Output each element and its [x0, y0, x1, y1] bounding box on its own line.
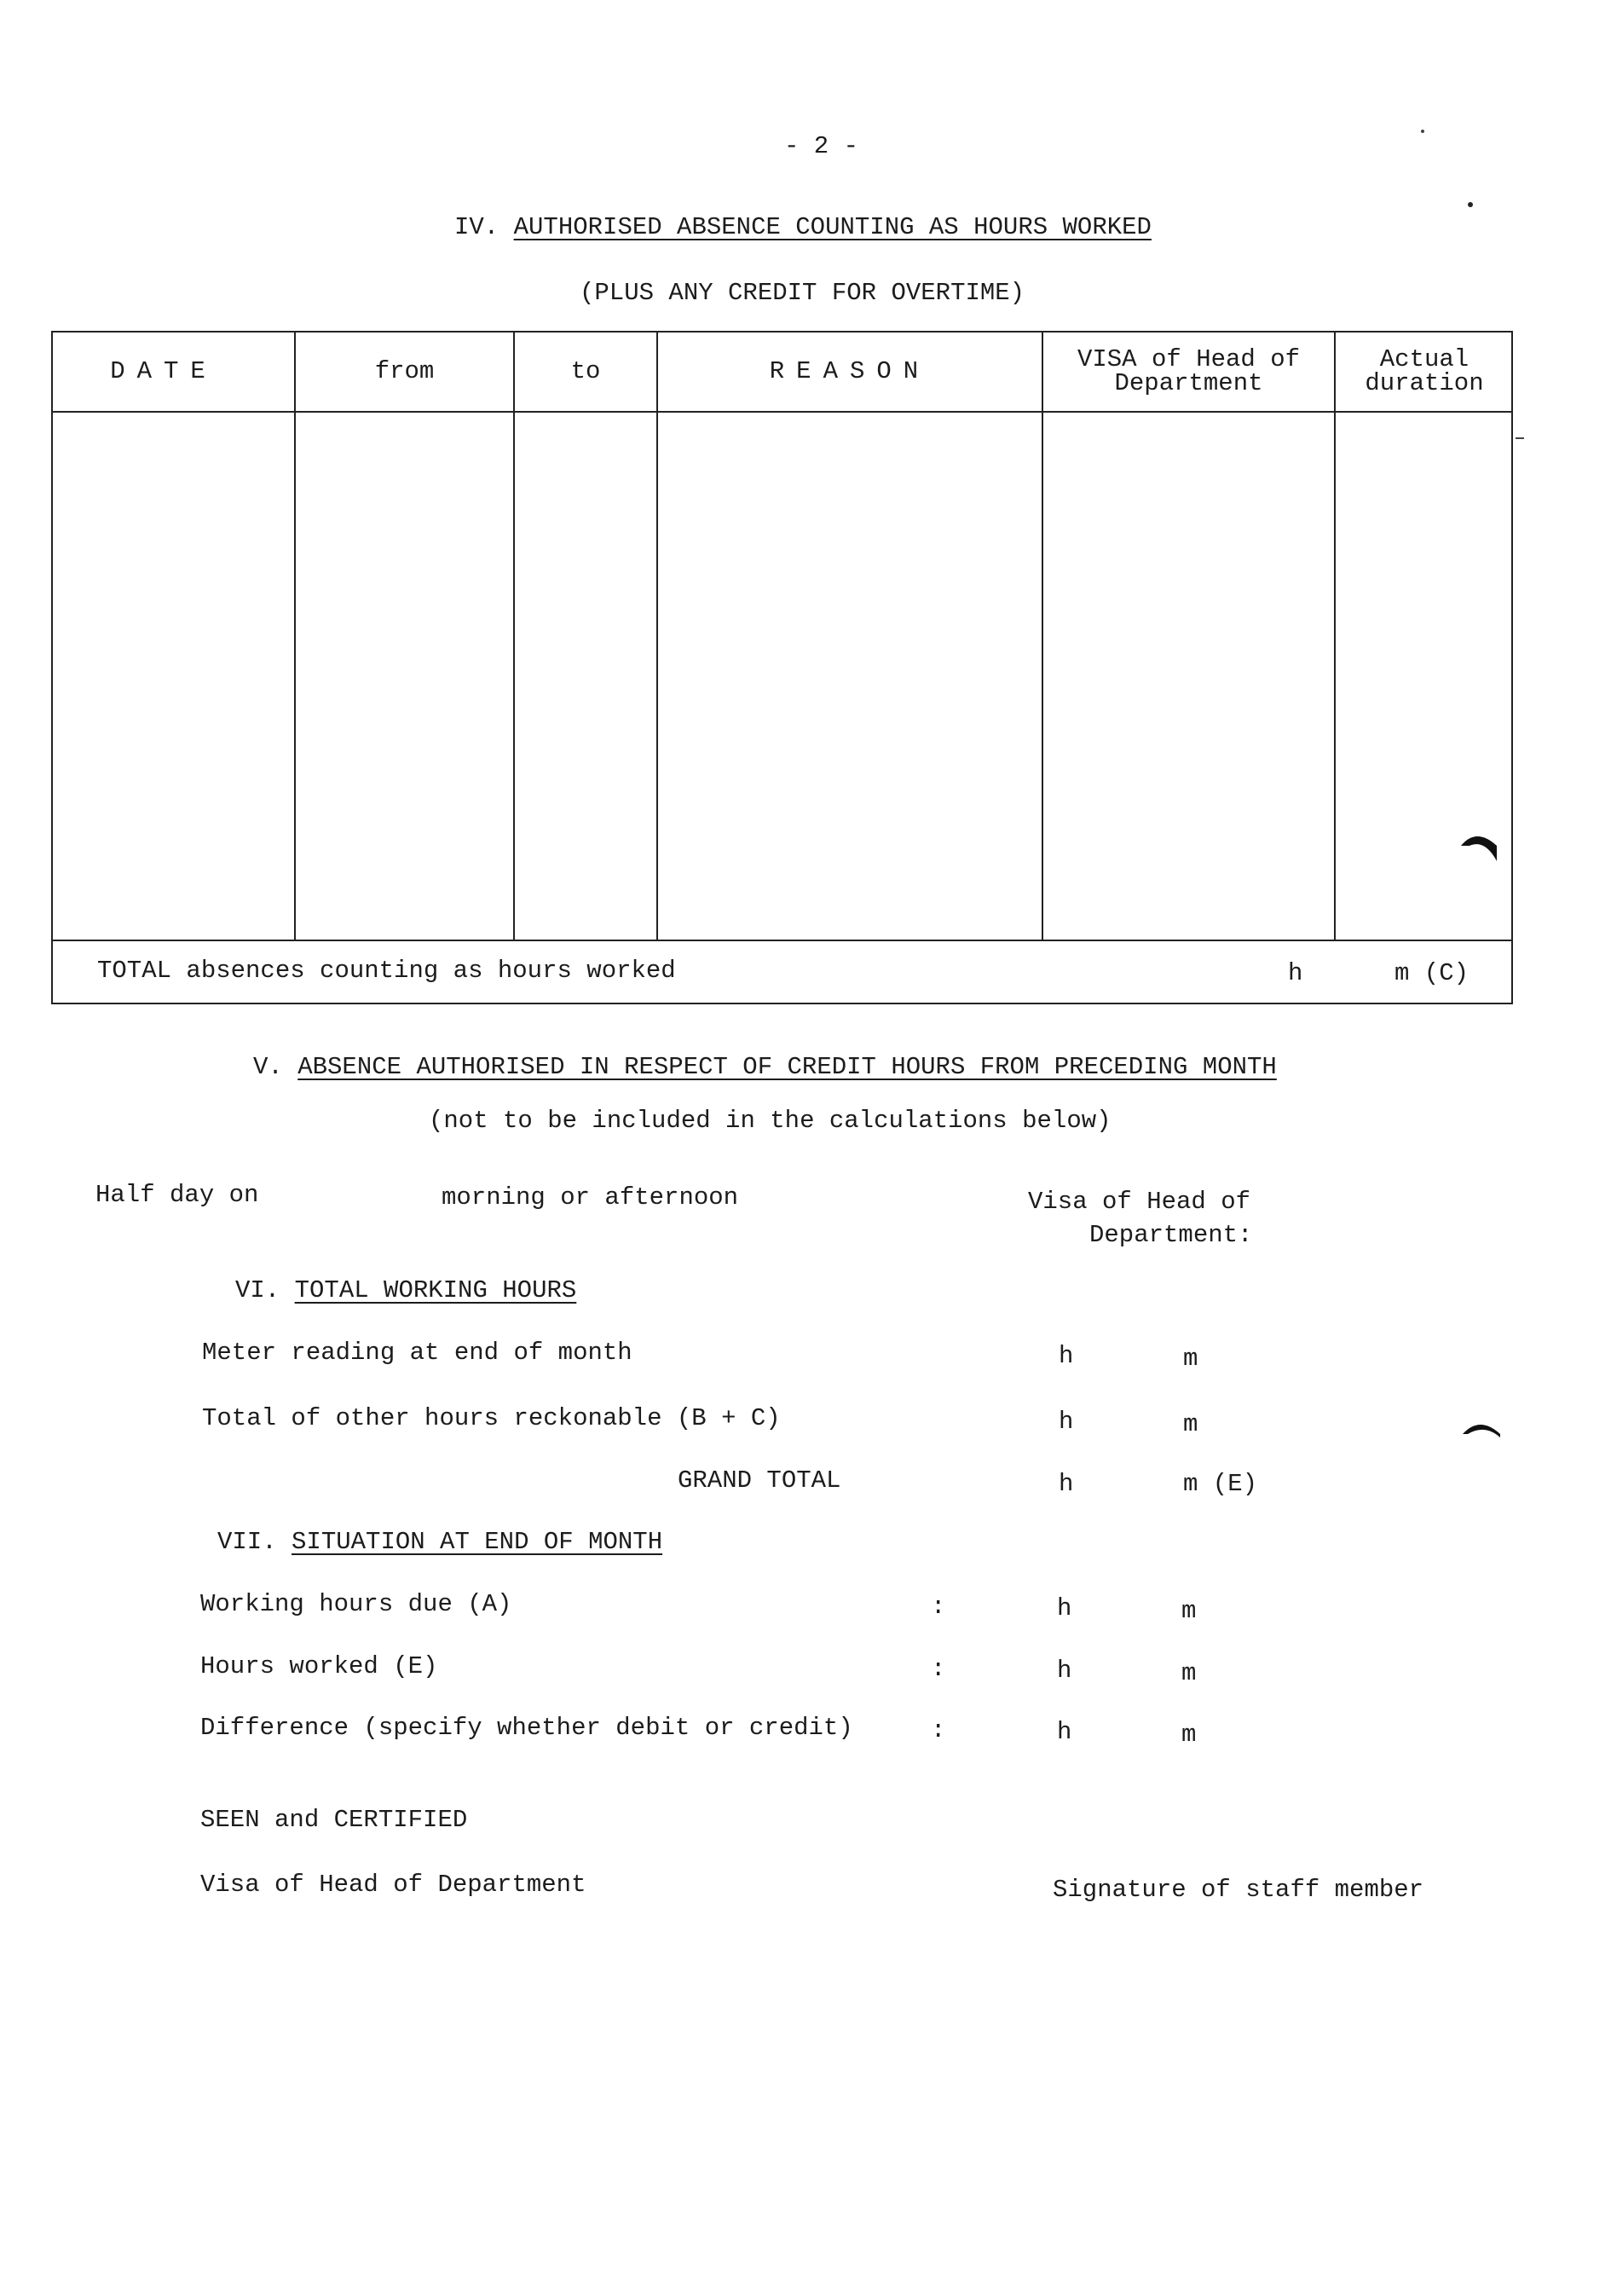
section-v-heading	[253, 1053, 1277, 1081]
grand-total-label: GRAND TOTAL	[678, 1466, 841, 1495]
section-vii-heading	[217, 1528, 662, 1556]
section-vi-number: VI.	[235, 1276, 280, 1304]
grand-total-hours: h	[1059, 1470, 1074, 1498]
section-vii-number: VII.	[217, 1528, 277, 1556]
total-hours-unit: h	[1288, 959, 1303, 987]
morning-afternoon-label: morning or afternoon	[442, 1183, 739, 1212]
visa-head-label-line2: Department:	[1089, 1221, 1253, 1249]
hours-worked-label: Hours worked (E)	[200, 1652, 438, 1680]
hours-due-label: Working hours due (A)	[200, 1590, 512, 1618]
section-v-number: V.	[253, 1053, 283, 1081]
section-vii-title: SITUATION AT END OF MONTH	[292, 1528, 663, 1556]
hours-due-minutes: m	[1181, 1597, 1197, 1625]
header-to: to	[570, 357, 601, 385]
section-iv-title: AUTHORISED ABSENCE COUNTING AS HOURS WORKED	[513, 213, 1152, 241]
hours-due-hours: h	[1057, 1594, 1072, 1622]
grand-total-minutes: m (E)	[1183, 1470, 1258, 1498]
absence-table	[51, 331, 1513, 1004]
difference-hours: h	[1057, 1718, 1072, 1746]
header-visa: VISA of Head of Department	[1077, 345, 1301, 397]
visa-head-label-line1: Visa of Head of	[1028, 1188, 1251, 1216]
hours-worked-colon: :	[931, 1655, 946, 1683]
section-iv-number: IV.	[454, 213, 499, 241]
total-minutes-unit: m (C)	[1394, 959, 1470, 987]
half-day-label: Half day on	[95, 1181, 259, 1209]
hours-worked-minutes: m	[1181, 1659, 1197, 1687]
section-iv-subtitle: (PLUS ANY CREDIT FOR OVERTIME)	[580, 279, 1025, 307]
section-vi-title: TOTAL WORKING HOURS	[294, 1276, 577, 1304]
staff-signature-label: Signature of staff member	[1053, 1876, 1424, 1904]
header-reason: REASON	[769, 357, 931, 385]
difference-colon: :	[931, 1716, 946, 1744]
seen-certified-label: SEEN and CERTIFIED	[200, 1806, 468, 1834]
other-hours-hours: h	[1059, 1408, 1074, 1436]
scan-speck	[1421, 130, 1424, 133]
scan-speck	[1468, 202, 1473, 207]
meter-reading-label: Meter reading at end of month	[202, 1339, 632, 1367]
section-v-subtitle: (not to be included in the calculations below)	[429, 1107, 1112, 1135]
section-v-title: ABSENCE AUTHORISED IN RESPECT OF CREDIT HOURS FROM PRECEDING MONTH	[297, 1053, 1277, 1081]
meter-reading-hours: h	[1059, 1342, 1074, 1370]
header-actual-duration: Actual duration	[1365, 345, 1484, 397]
page-number: - 2 -	[784, 132, 859, 160]
header-date: DATE	[110, 357, 217, 385]
difference-label: Difference (specify whether debit or credit)	[200, 1714, 853, 1742]
section-iv-heading	[454, 213, 1152, 241]
other-hours-minutes: m	[1183, 1410, 1198, 1438]
scan-blot	[1458, 827, 1502, 861]
hours-due-colon: :	[931, 1593, 946, 1621]
table-entry-area[interactable]	[53, 413, 1511, 938]
total-row-divider	[53, 940, 1511, 941]
difference-minutes: m	[1181, 1721, 1197, 1749]
total-label: TOTAL absences counting as hours worked	[97, 957, 676, 985]
scan-tick	[1516, 437, 1524, 439]
hours-worked-hours: h	[1057, 1657, 1072, 1685]
header-from: from	[374, 357, 435, 385]
section-vi-heading	[235, 1276, 576, 1304]
other-hours-label: Total of other hours reckonable (B + C)	[202, 1404, 781, 1432]
meter-reading-minutes: m	[1183, 1345, 1198, 1373]
scan-blot	[1459, 1415, 1504, 1441]
visa-head-department-label: Visa of Head of Department	[200, 1871, 586, 1899]
